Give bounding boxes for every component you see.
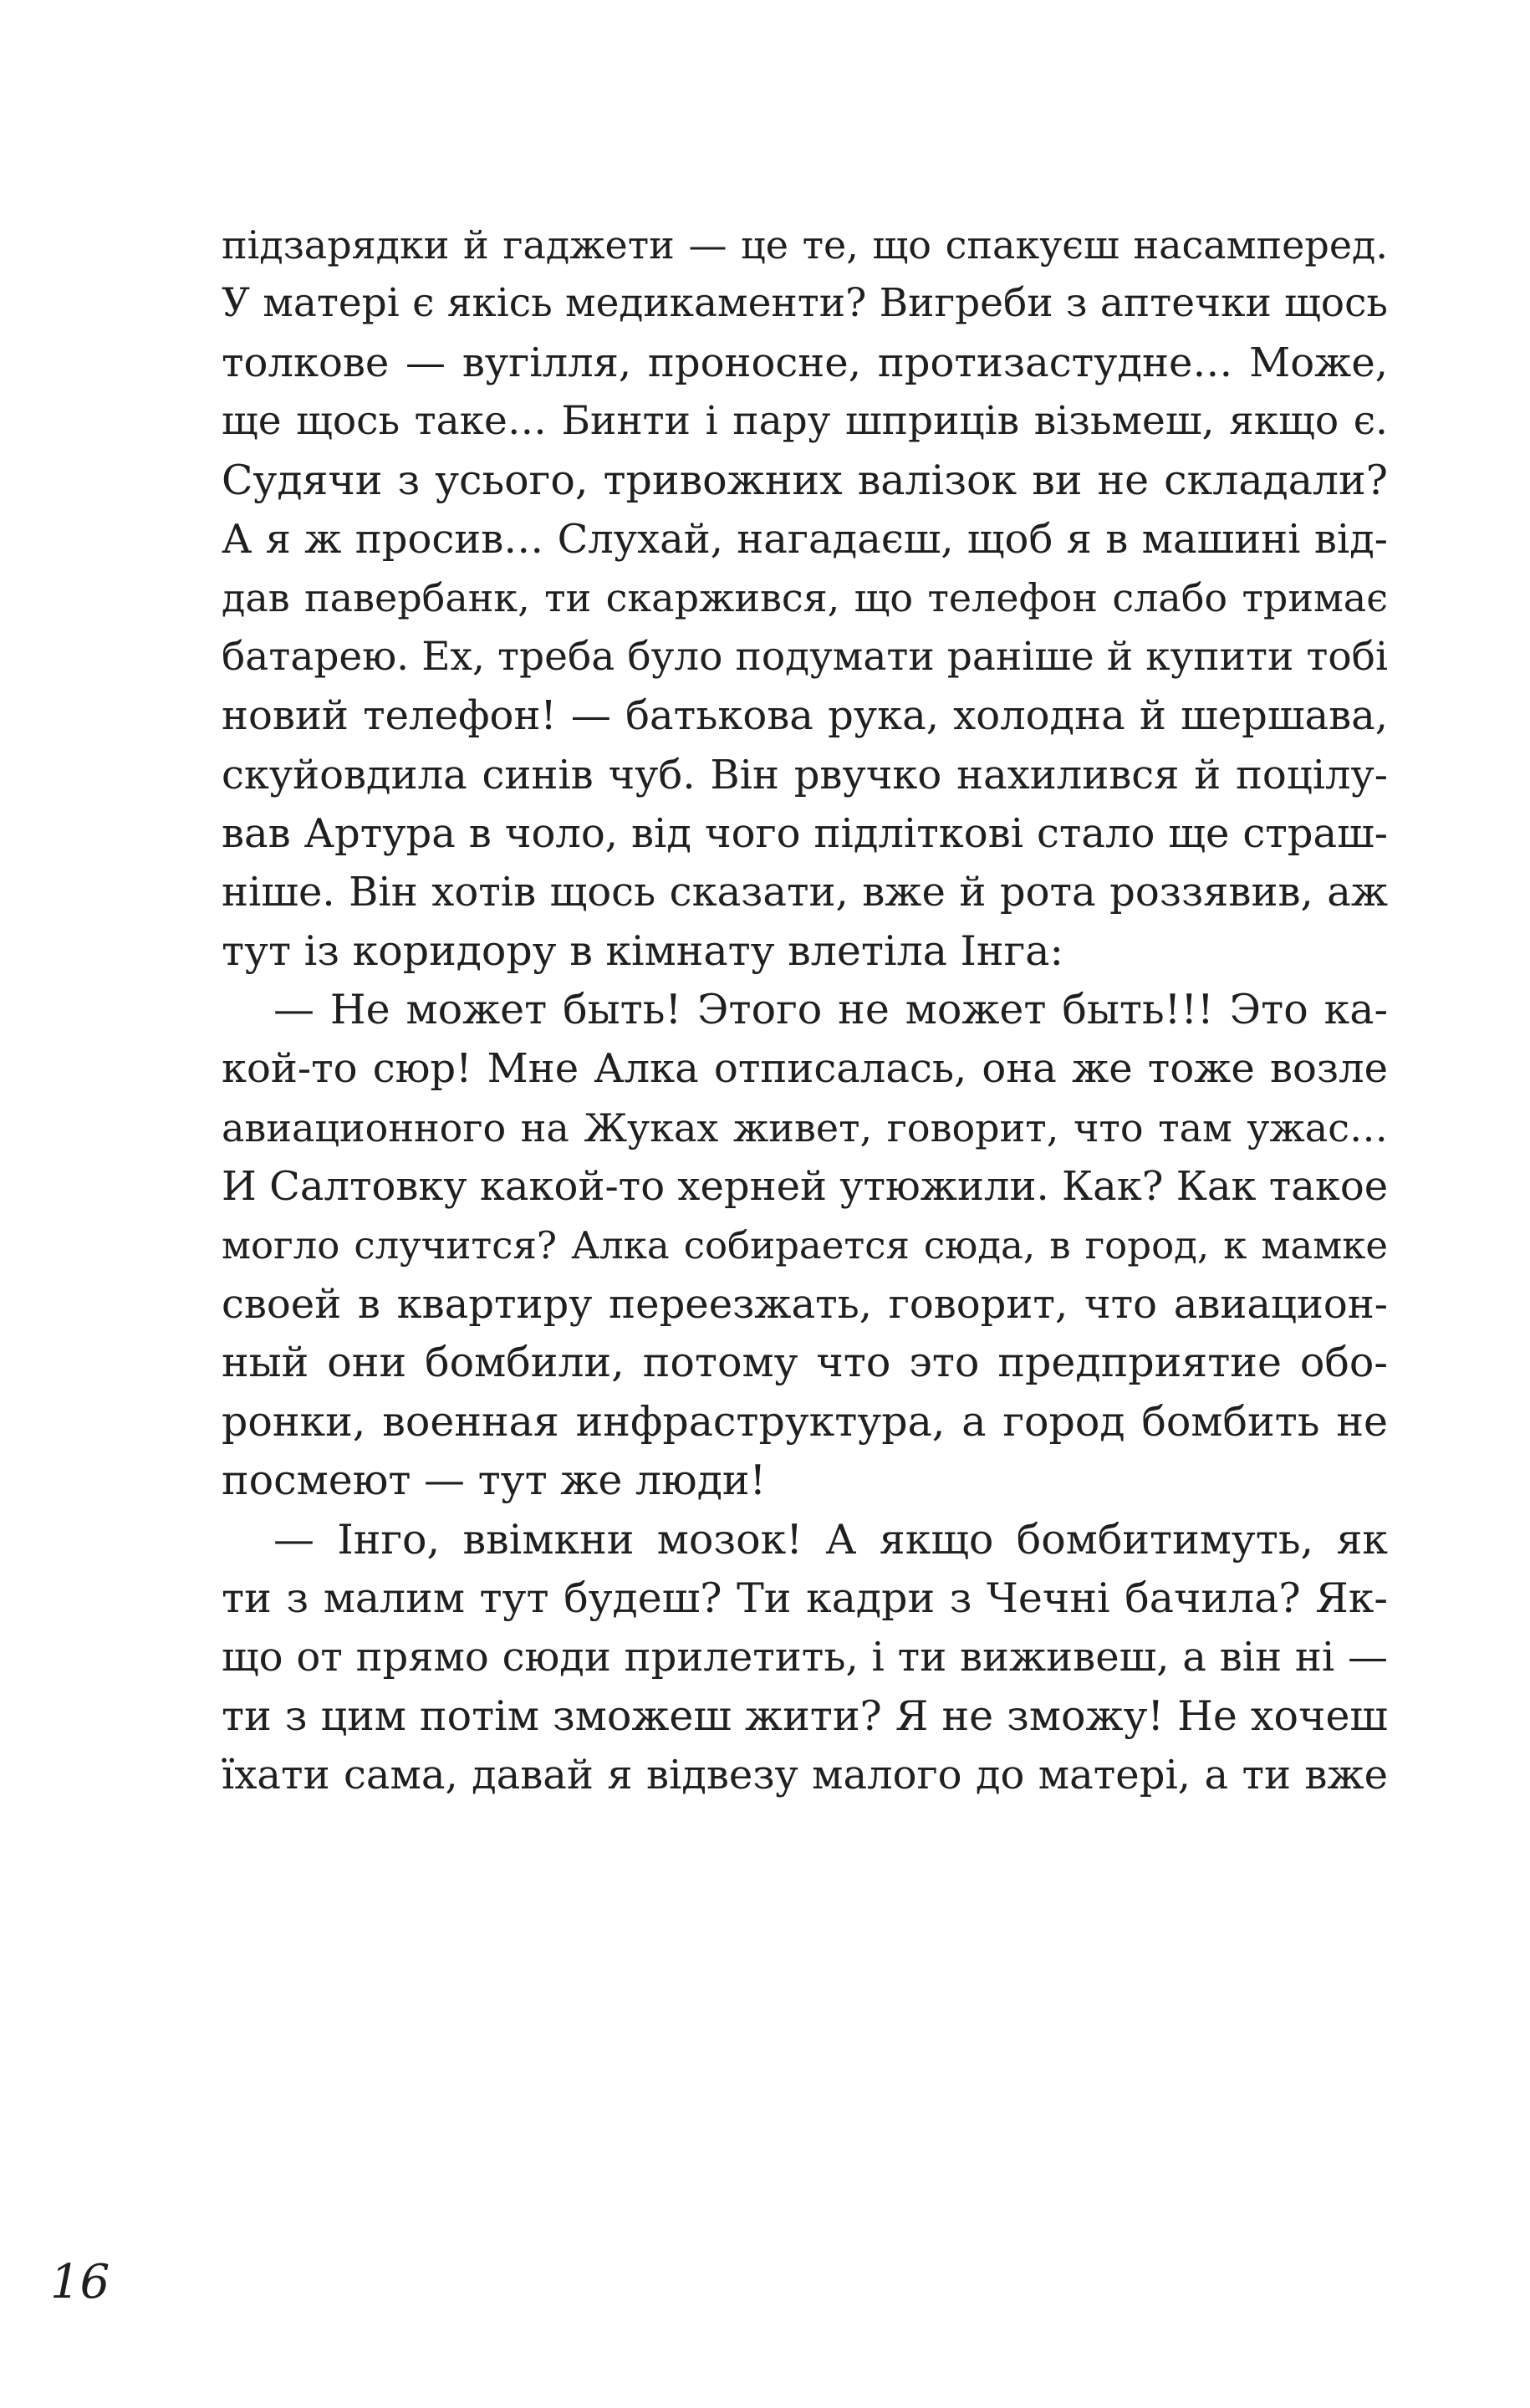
text-line: — Інго, ввімкни мозок! А якщо бомбитимуть, як [273, 1515, 1388, 1564]
text-line: ти з малим тут будеш? Ти кадри з Чечні бачила? Як- [222, 1574, 1388, 1622]
text-line: — Не может быть! Этого не может быть!!! Это ка- [273, 986, 1388, 1034]
text-line: скуйовдила синів чуб. Він рвучко нахилився й поцілу- [222, 751, 1388, 798]
text-line: дав павербанк, ти скаржився, що телефон слабо тримає [222, 575, 1388, 621]
text-line: вав Артура в чоло, від чого підліткові стало ще страш- [222, 809, 1388, 857]
text-line: батарею. Ех, треба було подумати раніше й купити тобі [222, 633, 1388, 680]
text-line: посмеют — тут же люди! [222, 1457, 767, 1505]
text-line: що от прямо сюди прилетить, і ти виживеш, а він ні — [222, 1634, 1388, 1681]
text-line: ще щось таке… Бинти і пару шприців візьмеш, якщо є. [222, 398, 1388, 445]
text-line: могло случится? Алка собирается сюда, в город, к мамке [222, 1222, 1388, 1268]
text-line: кой-то сюр! Мне Алка отписалась, она же тоже возле [222, 1045, 1388, 1093]
text-line: ти з цим потім зможеш жити? Я не зможу! Не хочеш [222, 1691, 1388, 1740]
text-line: тут із коридору в кімнату влетіла Інга: [222, 926, 1063, 975]
page-number: 16 [50, 2255, 110, 2309]
text-line: У матері є якісь медикаменти? Вигреби з аптечки щось [222, 280, 1388, 327]
text-line: новий телефон! — батькова рука, холодна й шершава, [222, 692, 1388, 740]
text-line: їхати сама, давай я відвезу малого до матері, а ти вже [222, 1752, 1388, 1799]
text-line: ніше. Він хотів щось сказати, вже й рота роззявив, аж [222, 869, 1388, 916]
text-line: ный они бомбили, потому что это предприятие обо- [222, 1339, 1388, 1387]
text-line: своей в квартиру переезжать, говорит, что авиацион- [222, 1281, 1388, 1329]
text-line: Судячи з усього, тривожних валізок ви не складали? [222, 456, 1388, 504]
body-text [222, 216, 1388, 1805]
text-line: И Салтовку какой-то херней утюжили. Как? Как такое [222, 1163, 1389, 1211]
text-line: толкове — вугілля, проносне, протизастудне… Може, [222, 339, 1388, 386]
text-line: авиационного на Жуках живет, говорит, что там ужас… [222, 1105, 1388, 1150]
text-line: ронки, военная инфраструктура, а город бомбить не [222, 1397, 1388, 1446]
text-line: А я ж просив… Слухай, нагадаєш, щоб я в машині від- [222, 515, 1388, 563]
text-line: підзарядки й гаджети — це те, що спакуєш насамперед. [222, 222, 1388, 268]
